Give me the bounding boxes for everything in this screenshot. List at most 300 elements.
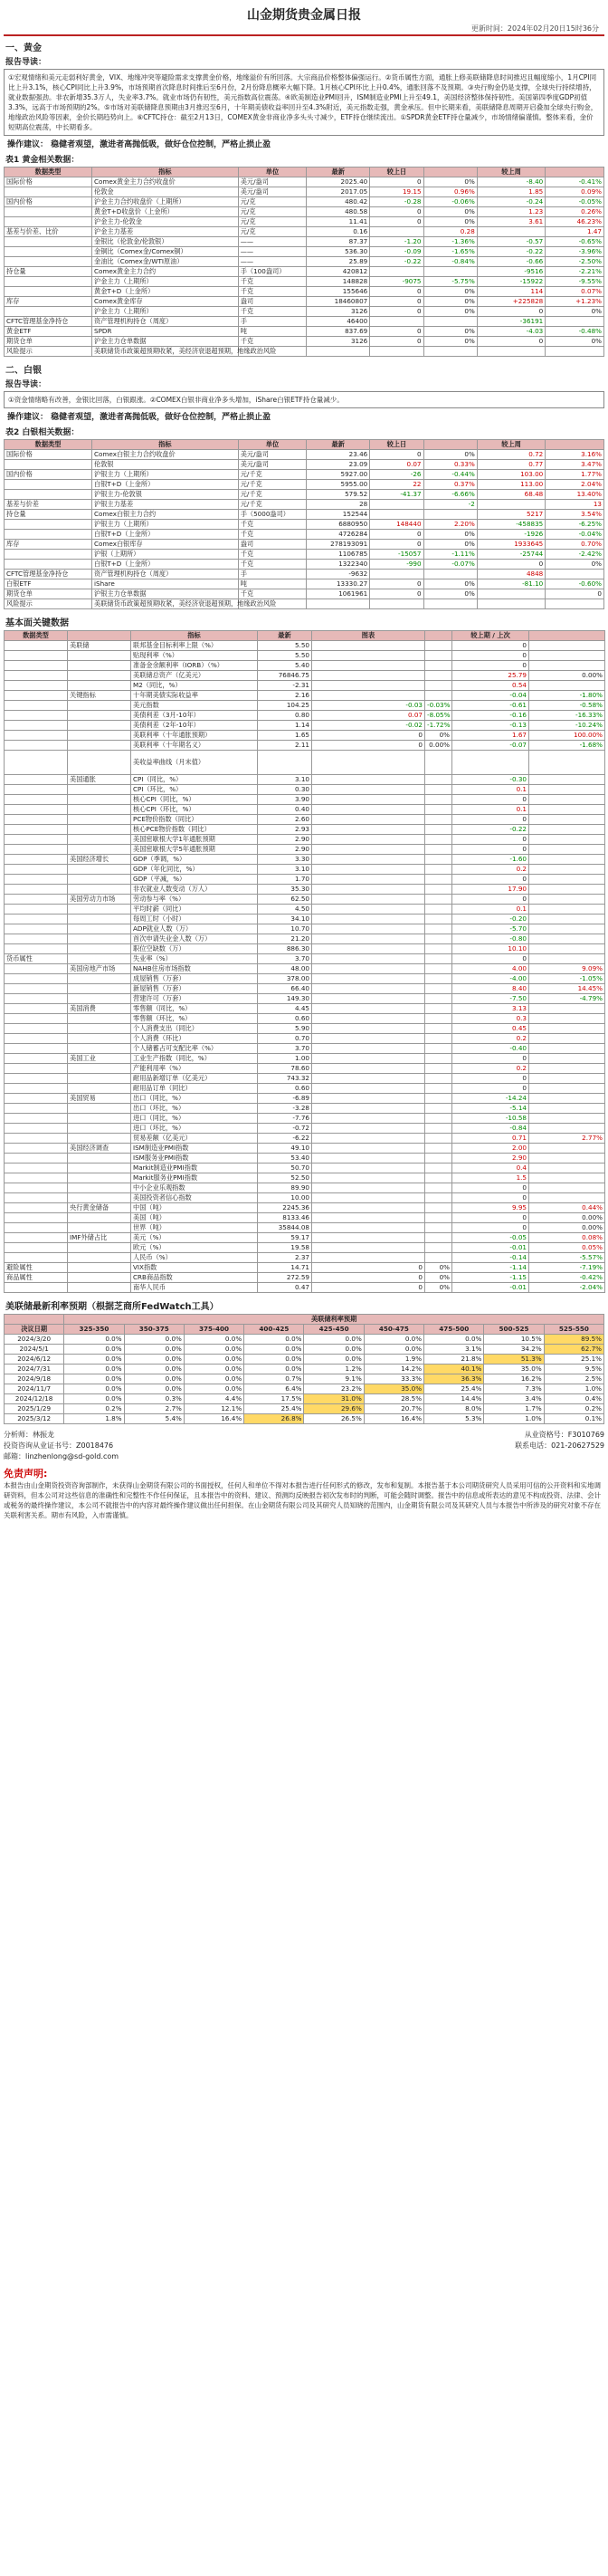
silver-table-cell: 国际价格 — [5, 450, 92, 460]
macro-table-cell: 5.40 — [258, 661, 312, 671]
macro-table-cell: CPI（同比，%） — [131, 775, 258, 785]
gold-table-cell: 480.58 — [307, 207, 370, 217]
silver-table-cell: 28 — [307, 500, 370, 510]
gold-table-cell: 金银比（伦敦金/伦敦银） — [92, 237, 239, 247]
fed-table-cell: 0.2% — [64, 1404, 124, 1414]
macro-table-cell — [68, 954, 131, 964]
gold-table-cell: 沪金主力（上期所） — [92, 307, 239, 317]
gold-col-header: 最新 — [307, 168, 370, 177]
silver-table-cell: 4726284 — [307, 530, 370, 540]
gold-table-cell: 2017.05 — [307, 187, 370, 197]
gold-table-cell: 黄金T+D收盘价（上金所） — [92, 207, 239, 217]
macro-section-title: 基本面关键数据 — [5, 618, 69, 628]
macro-table-cell: 0.1 — [452, 805, 529, 815]
silver-table-cell: 沪银主力仓单数据 — [92, 589, 239, 599]
silver-table-cell: 元/千克 — [238, 470, 306, 480]
macro-table-cell — [312, 641, 425, 651]
macro-table-cell: 个人储蓄占可支配比率（%） — [131, 1044, 258, 1054]
macro-table-cell — [5, 855, 68, 865]
macro-table-cell: 0 — [312, 741, 425, 751]
gold-table-cell: 0 — [370, 287, 423, 297]
macro-table-row — [5, 1104, 605, 1114]
gold-table-row — [5, 177, 604, 187]
macro-table-cell — [312, 1004, 425, 1014]
gold-table-cell: 伦敦金 — [92, 187, 239, 197]
disclaimer-text: 本报告由山金期货投资咨询部制作，未获得山金期货有限公司的书面授权，任何人和单位不得对本报告进行任何形式的修改，发布和复制。本报告基于本公司期货研究人员采用可信的公开资料和实地调研资料，但本公司对这些信息的准确性和完整性不作任何保证，且本报告中的资料、建议、预测均反映报告初次发布时的判断，可能会随时调整。报告中的信息或所表达的意见不构成投资、法律、会计或税务的最终操作建议，本公司不就报告中的内容对最终操作建议做出任何担保。在山金期货有限公司及其研究人员知晓的范围内，山金期货有限公司及其研究人员与本报告中所涉及的研究对象不存在关联利害关系。期市有风险，入市需谨慎。 — [4, 1481, 601, 1519]
macro-table-cell — [5, 1213, 68, 1223]
gold-table-cell: -0.22 — [477, 247, 545, 257]
macro-table-cell: 美元（%） — [131, 1233, 258, 1243]
macro-table-cell — [425, 1164, 452, 1173]
macro-table-cell — [425, 775, 452, 785]
macro-table-cell: 104.25 — [258, 701, 312, 711]
macro-table-cell — [5, 1044, 68, 1054]
macro-table-cell — [312, 1074, 425, 1084]
macro-table-cell — [68, 701, 131, 711]
fed-table-cell: 9.1% — [304, 1374, 364, 1384]
macro-table-cell — [529, 944, 605, 954]
macro-table-cell — [529, 1004, 605, 1014]
fed-table-cell: 12.1% — [184, 1404, 243, 1414]
fed-table-cell: 0.0% — [124, 1384, 184, 1394]
silver-col-header — [423, 440, 477, 450]
fed-col-header: 425-450 — [304, 1325, 364, 1335]
silver-table-cell: 沪银主力（上期所） — [92, 470, 239, 480]
macro-table-row — [5, 1203, 605, 1213]
macro-table-cell — [68, 731, 131, 741]
silver-table-row — [5, 560, 604, 570]
gold-table-cell — [423, 347, 477, 357]
gold-table-cell: 148828 — [307, 277, 370, 287]
macro-table-cell: 149.30 — [258, 994, 312, 1004]
macro-table-cell: 2.00 — [452, 1144, 529, 1154]
silver-table-cell: -1926 — [477, 530, 545, 540]
phone: 联系电话：021-20627529 — [515, 1441, 604, 1450]
macro-table-cell — [425, 885, 452, 895]
macro-table-cell — [68, 994, 131, 1004]
macro-table-cell — [312, 1094, 425, 1104]
fed-table-cell: 2024/6/12 — [5, 1355, 64, 1365]
silver-table-cell: 库存 — [5, 540, 92, 550]
macro-table-cell: -0.84 — [452, 1124, 529, 1134]
fed-table-cell: 0.4% — [544, 1394, 603, 1404]
gold-table-cell: 0.28 — [423, 227, 477, 237]
fed-table-cell: 21.8% — [424, 1355, 484, 1365]
gold-table-cell: 0% — [423, 177, 477, 187]
fed-table-cell: 10.5% — [484, 1335, 544, 1345]
macro-table-cell: 0 — [452, 1223, 529, 1233]
silver-table-cell: 0.37% — [423, 480, 477, 490]
silver-table-cell — [5, 550, 92, 560]
macro-table-cell: -0.42% — [529, 1273, 605, 1283]
macro-table-cell — [529, 1054, 605, 1064]
macro-table-row — [5, 1074, 605, 1084]
macro-table-cell: -4.00 — [452, 974, 529, 984]
macro-table-cell — [68, 934, 131, 944]
macro-table-cell — [425, 1193, 452, 1203]
macro-table-cell — [312, 1173, 425, 1183]
silver-table-cell: 基差与价差 — [5, 500, 92, 510]
macro-table-cell: 营建许可（万套） — [131, 994, 258, 1004]
fed-table-cell: 6.4% — [244, 1384, 304, 1394]
macro-table-cell — [312, 915, 425, 924]
disclaimer-title: 免责声明: — [4, 1468, 48, 1480]
macro-table-cell: 50.70 — [258, 1164, 312, 1173]
silver-table-cell: 0 — [546, 589, 604, 599]
macro-table-cell: 35.30 — [258, 885, 312, 895]
gold-table-cell: 沪金主力合约收盘价（上期所） — [92, 197, 239, 207]
gold-table-cell: 0% — [546, 337, 604, 347]
fed-title: 美联储最新利率预期（根据芝商所FedWatch工具） — [5, 1302, 219, 1312]
fed-table-cell: 3.4% — [484, 1394, 544, 1404]
macro-table-cell: 0 — [452, 1183, 529, 1193]
invest-id: 投资咨询从业证书号：Z0018476 — [4, 1441, 114, 1450]
silver-table-cell: 0 — [477, 560, 545, 570]
macro-table-row — [5, 815, 605, 825]
macro-table-cell — [5, 1084, 68, 1094]
macro-table-cell — [5, 1014, 68, 1024]
macro-table-cell — [5, 974, 68, 984]
silver-table-cell: 0% — [423, 450, 477, 460]
macro-table-cell: 2.93 — [258, 825, 312, 835]
analyst-id: 从业资格号：F3010769 — [524, 1431, 604, 1439]
macro-table-cell: 0.40 — [258, 805, 312, 815]
macro-table-cell — [5, 1094, 68, 1104]
macro-table-cell — [529, 1034, 605, 1044]
macro-table-cell: 0.2 — [452, 1064, 529, 1074]
macro-table-cell — [68, 905, 131, 915]
macro-table-cell: 贴现利率（%） — [131, 651, 258, 661]
macro-table-cell — [425, 1114, 452, 1124]
macro-table-cell — [425, 905, 452, 915]
macro-table-cell — [5, 885, 68, 895]
macro-table-cell — [425, 1044, 452, 1054]
macro-table-cell: 美联储 — [68, 641, 131, 651]
silver-col-header: 数据类型 — [5, 440, 92, 450]
gold-table-cell: 0 — [370, 327, 423, 337]
silver-table-title: 表2 白银相关数据： — [5, 428, 80, 437]
gold-table-cell — [5, 287, 92, 297]
macro-table-cell: 2.90 — [258, 835, 312, 845]
gold-table-cell: 0% — [423, 307, 477, 317]
gold-table-cell: 0 — [370, 177, 423, 187]
macro-table-cell — [312, 974, 425, 984]
macro-table-cell: 美联利率（十年通胀预期） — [131, 731, 258, 741]
silver-table-cell: -6.25% — [546, 520, 604, 530]
gold-table-row — [5, 207, 604, 217]
fed-table-cell: 1.7% — [484, 1404, 544, 1414]
macro-table-row — [5, 785, 605, 795]
macro-table-cell — [312, 1193, 425, 1203]
macro-table-cell — [5, 1183, 68, 1193]
silver-table-cell: -0.60% — [546, 579, 604, 589]
macro-table-cell — [529, 751, 605, 775]
macro-table-cell — [529, 1044, 605, 1054]
silver-table-cell: 3.16% — [546, 450, 604, 460]
gold-table-cell: 46.23% — [546, 217, 604, 227]
silver-table-cell: iShare — [92, 579, 239, 589]
fed-table-row — [5, 1414, 604, 1424]
macro-table-cell — [529, 915, 605, 924]
gold-table-cell: 手 — [238, 317, 306, 327]
fed-table-cell: 2.7% — [124, 1404, 184, 1414]
macro-table-row — [5, 731, 605, 741]
macro-table-cell: 美国（吨） — [131, 1213, 258, 1223]
macro-table-cell — [312, 954, 425, 964]
silver-table-cell: 0% — [423, 579, 477, 589]
silver-col-header: 单位 — [238, 440, 306, 450]
fed-table-cell: 40.1% — [424, 1365, 484, 1374]
macro-table-cell: -0.40 — [452, 1044, 529, 1054]
macro-table-cell — [68, 1154, 131, 1164]
silver-table-cell: 0 — [370, 579, 423, 589]
gold-table-cell: 0 — [477, 307, 545, 317]
gold-table-cell: 元/克 — [238, 207, 306, 217]
fed-table-cell: 31.0% — [304, 1394, 364, 1404]
silver-table-cell — [546, 599, 604, 609]
macro-table-row — [5, 835, 605, 845]
gold-table-cell: 0% — [546, 307, 604, 317]
silver-table-cell: 3.54% — [546, 510, 604, 520]
silver-table-cell: -25744 — [477, 550, 545, 560]
macro-table-cell — [5, 721, 68, 731]
macro-table-cell: -0.03 — [312, 701, 425, 711]
gold-table-cell: 0 — [370, 337, 423, 347]
gold-table-cell: 0 — [370, 297, 423, 307]
gold-guide-text: ①宏观情绪和美元走弱利好黄金，VIX、地缘冲突等避险需求支撑黄金价格，地缘溢价有所回落。大宗商品价格整体偏强运行。②货币属性方面，通胀上修美联储降息时间推迟且幅度缩小，1月CPI同比上升3.1%，核心CPI同比上升3.9%，市场预期首次降息时间推后至6月份，2月份降息概率大幅下降。1月核心CPI环比上升0.4%，通胀回落不及预期。③央行购金仍是支撑，全球央行持续增持，就业数据强劲。非农新增35.3万人，失业率3.7%。就业市场仍有韧性，美元指数高位震荡。④欧美制造业PMI回升，ISM制造业PMI上升至49.1，美国经济整体保持韧性。美国第四季度GDP初值3.3%，远高于市场预期的2%。⑤市场对美联储降息预期由3月推迟至6月，十年期美债收益率回升至4.3%附近，美元指数走强，黄金承压。但中长期来看，美联储降息周期开启叠加全球央行购金，地缘政治风险等因素，金价长期趋势向上。⑥CFTC持仓：截至2月13日，COMEX黄金非商业净多头头寸减少，ETF持仓继续流出。①SPDR黄金ETF持仓量减少，市场情绪偏谨慎。整体来看，金价短期高位震荡，中长期看多。 — [4, 69, 604, 136]
macro-table-cell: 52.50 — [258, 1173, 312, 1183]
macro-table-cell: 0.00% — [529, 1213, 605, 1223]
macro-table-cell: 5.50 — [258, 651, 312, 661]
macro-table-cell: 0 — [312, 731, 425, 741]
macro-table-cell: 0.44% — [529, 1203, 605, 1213]
macro-table-row — [5, 994, 605, 1004]
macro-table-cell — [312, 751, 425, 775]
gold-table-cell — [477, 227, 545, 237]
silver-table-cell: 元/千克 — [238, 480, 306, 490]
fed-table-cell: 2024/7/31 — [5, 1365, 64, 1374]
macro-table-row — [5, 1233, 605, 1243]
gold-table-cell: 千克 — [238, 307, 306, 317]
macro-table-cell — [68, 1253, 131, 1263]
silver-table-cell: 伦敦银 — [92, 460, 239, 470]
gold-table-cell: 0.26% — [546, 207, 604, 217]
fed-table-cell: 1.0% — [484, 1414, 544, 1424]
macro-table-cell — [5, 1243, 68, 1253]
macro-table-cell: 2245.36 — [258, 1203, 312, 1213]
gold-table-cell: 沪金主力仓单数据 — [92, 337, 239, 347]
gold-table-cell: 金油比（Comex金/WTI原油） — [92, 257, 239, 267]
macro-table-cell — [312, 1253, 425, 1263]
gold-table-cell: 千克 — [238, 337, 306, 347]
silver-table-cell: 0.77 — [477, 460, 545, 470]
macro-table-cell — [425, 1024, 452, 1034]
macro-table-cell — [68, 805, 131, 815]
macro-table-cell — [5, 924, 68, 934]
macro-table-cell — [68, 974, 131, 984]
macro-col-header: 较上期 / 上次 — [452, 631, 529, 641]
macro-table-cell — [5, 964, 68, 974]
macro-table-row — [5, 741, 605, 751]
macro-table-cell — [529, 954, 605, 964]
silver-table-row — [5, 579, 604, 589]
macro-table-cell: -0.02 — [312, 721, 425, 731]
macro-table-cell — [5, 691, 68, 701]
silver-table-cell: 0 — [370, 589, 423, 599]
macro-table-cell: -0.07 — [452, 741, 529, 751]
fed-table-cell: 0.0% — [184, 1384, 243, 1394]
gold-table-cell: 风险提示 — [5, 347, 92, 357]
silver-table-cell: 沪银（上期所） — [92, 550, 239, 560]
macro-table-cell — [452, 751, 529, 775]
silver-table-cell: 资产管理机构持仓（周度） — [92, 570, 239, 579]
gold-table-row — [5, 187, 604, 197]
macro-table-cell — [312, 1084, 425, 1094]
macro-table-cell — [68, 1064, 131, 1074]
fed-table-cell: 9.5% — [544, 1365, 603, 1374]
gold-table-cell: -0.05% — [546, 197, 604, 207]
macro-table-cell — [529, 934, 605, 944]
macro-table-cell: 49.10 — [258, 1144, 312, 1154]
silver-table-row — [5, 589, 604, 599]
silver-table-cell — [477, 599, 545, 609]
macro-table-cell: 美收益率曲线（月末值） — [131, 751, 258, 775]
silver-table-cell — [423, 570, 477, 579]
fed-table-cell: 33.3% — [364, 1374, 423, 1384]
macro-table-cell — [425, 641, 452, 651]
gold-table-cell — [370, 347, 423, 357]
macro-table-cell — [425, 924, 452, 934]
macro-table-row — [5, 974, 605, 984]
macro-table-cell: 美联利率（十年期名义） — [131, 741, 258, 751]
macro-table-cell — [425, 934, 452, 944]
fed-table-cell: 36.3% — [424, 1374, 484, 1384]
macro-table-cell — [312, 924, 425, 934]
macro-table-cell: 0 — [452, 815, 529, 825]
silver-col-header: 指标 — [92, 440, 239, 450]
fed-table-cell: 1.8% — [64, 1414, 124, 1424]
gold-table-cell: +1.23% — [546, 297, 604, 307]
macro-table-cell: 0.08% — [529, 1233, 605, 1243]
macro-table-cell: 53.40 — [258, 1154, 312, 1164]
macro-table-cell: -0.22 — [452, 825, 529, 835]
silver-table-cell: 13330.27 — [307, 579, 370, 589]
macro-table-cell — [529, 905, 605, 915]
fed-table-cell: 28.5% — [364, 1394, 423, 1404]
macro-table-cell — [425, 1094, 452, 1104]
macro-table-cell — [68, 1034, 131, 1044]
macro-table-cell — [529, 1064, 605, 1074]
macro-table-cell — [5, 865, 68, 875]
silver-table-cell: 0 — [370, 450, 423, 460]
gold-table-cell: 3126 — [307, 337, 370, 347]
macro-table-cell: 成屋销售（万套） — [131, 974, 258, 984]
macro-table-cell: 3.30 — [258, 855, 312, 865]
macro-table-row — [5, 895, 605, 905]
gold-table-cell: 0% — [423, 327, 477, 337]
macro-table-cell: 准备金余额利率（IORB）（%） — [131, 661, 258, 671]
macro-table-cell — [425, 1074, 452, 1084]
fed-table-row — [5, 1374, 604, 1384]
macro-table-cell — [68, 721, 131, 731]
macro-table-cell — [5, 785, 68, 795]
silver-table-cell: 113.00 — [477, 480, 545, 490]
analyst: 分析师：林振龙 — [4, 1431, 54, 1439]
silver-table-cell: 1322340 — [307, 560, 370, 570]
macro-table-cell: 0 — [452, 895, 529, 905]
macro-table-cell: 个人消费支出（同比） — [131, 1024, 258, 1034]
gold-table-cell: 美联储货币政策超预期收紧，美经济衰退超预期，地缘政治风险 — [92, 347, 239, 357]
macro-table-cell — [529, 795, 605, 805]
macro-table-cell — [425, 855, 452, 865]
fed-table-cell: 16.4% — [184, 1414, 243, 1424]
gold-table-row — [5, 237, 604, 247]
macro-table-cell: 人民币（%） — [131, 1253, 258, 1263]
macro-table-cell: 89.90 — [258, 1183, 312, 1193]
macro-table-cell — [529, 1183, 605, 1193]
macro-table-cell: 0 — [452, 641, 529, 651]
gold-table-cell: Comex黄金库存 — [92, 297, 239, 307]
macro-table-cell — [68, 825, 131, 835]
silver-table-cell: CFTC管理基金净持仓 — [5, 570, 92, 579]
macro-table-cell — [529, 805, 605, 815]
macro-table-cell — [312, 1014, 425, 1024]
macro-table-cell: 贸易差额（亿美元） — [131, 1134, 258, 1144]
macro-table-cell: 1.00 — [258, 1054, 312, 1064]
fed-table-cell: 4.4% — [184, 1394, 243, 1404]
fed-table-cell: 2024/9/18 — [5, 1374, 64, 1384]
macro-table-cell — [5, 1064, 68, 1074]
fed-table-cell: 3.1% — [424, 1345, 484, 1355]
silver-table-row — [5, 500, 604, 510]
silver-table-cell: 68.48 — [477, 490, 545, 500]
macro-table-cell: -2.31 — [258, 681, 312, 691]
fed-table-cell: 2.5% — [544, 1374, 603, 1384]
silver-table-cell — [370, 510, 423, 520]
fed-table-row — [5, 1365, 604, 1374]
macro-table-cell: -1.60 — [452, 855, 529, 865]
fed-table-row — [5, 1384, 604, 1394]
macro-table-cell — [425, 1144, 452, 1154]
macro-table-cell — [425, 1084, 452, 1094]
macro-table-cell: 2.37 — [258, 1253, 312, 1263]
macro-table-cell: -5.70 — [452, 924, 529, 934]
fed-table-cell: 0.0% — [244, 1365, 304, 1374]
silver-table-cell: 国内价格 — [5, 470, 92, 480]
macro-table-cell: 0.47 — [258, 1283, 312, 1293]
gold-table-row — [5, 347, 604, 357]
macro-table-cell: 货币属性 — [5, 954, 68, 964]
fed-table-cell: 0.7% — [244, 1374, 304, 1384]
gold-table-cell: —— — [238, 247, 306, 257]
silver-table-cell — [5, 530, 92, 540]
macro-table-row — [5, 1094, 605, 1104]
macro-table-cell — [312, 661, 425, 671]
silver-table-cell: -990 — [370, 560, 423, 570]
macro-table-cell — [5, 731, 68, 741]
macro-table-cell: 0.30 — [258, 785, 312, 795]
macro-table-cell — [425, 875, 452, 885]
fed-table-cell: 8.0% — [424, 1404, 484, 1414]
silver-table-row — [5, 450, 604, 460]
macro-table-cell: 失业率（%） — [131, 954, 258, 964]
macro-table-cell: 0% — [425, 731, 452, 741]
macro-table-cell — [425, 1253, 452, 1263]
gold-table-cell: -8.40 — [477, 177, 545, 187]
gold-table-cell — [5, 217, 92, 227]
silver-table-cell — [307, 599, 370, 609]
macro-table-cell: 0 — [452, 651, 529, 661]
